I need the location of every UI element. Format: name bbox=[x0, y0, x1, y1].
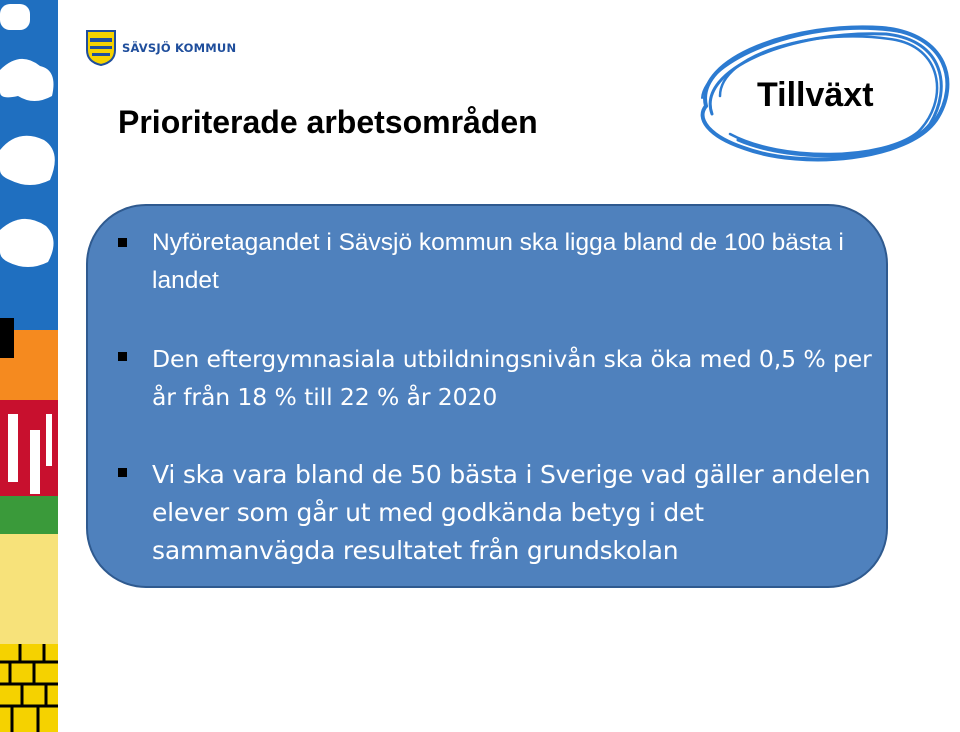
strip-field bbox=[0, 534, 58, 644]
strip-brick bbox=[0, 644, 58, 732]
page-title: Prioriterade arbetsområden bbox=[118, 104, 538, 140]
bullet-text: Den eftergymnasiala utbildningsnivån ska öka med 0,5 % per år från 18 % till 22 % år 2020 bbox=[152, 345, 872, 411]
logo bbox=[86, 30, 236, 66]
content-box bbox=[86, 204, 888, 588]
square-bullet-icon bbox=[118, 468, 127, 477]
bullet-text: Vi ska vara bland de 50 bästa i Sverige vad gäller andelen elever som går ut med godkända betyg i det sammanvägda resultatet från grundskolan bbox=[152, 460, 871, 565]
strip-grass bbox=[0, 496, 58, 534]
decorative-left-strip bbox=[0, 0, 58, 732]
badge-label: Tillväxt bbox=[757, 76, 874, 114]
strip-cloud bbox=[0, 4, 30, 30]
strip-cloud bbox=[0, 219, 54, 267]
square-bullet-icon bbox=[118, 238, 127, 247]
strip-cloud bbox=[0, 136, 55, 185]
bullet-text: Nyföretagandet i Sävsjö kommun ska ligga bland de 100 bästa i landet bbox=[152, 229, 844, 294]
square-bullet-icon bbox=[118, 352, 127, 361]
coat-of-arms-icon bbox=[86, 30, 116, 66]
logo-text: SÄVSJÖ KOMMUN bbox=[122, 41, 237, 55]
